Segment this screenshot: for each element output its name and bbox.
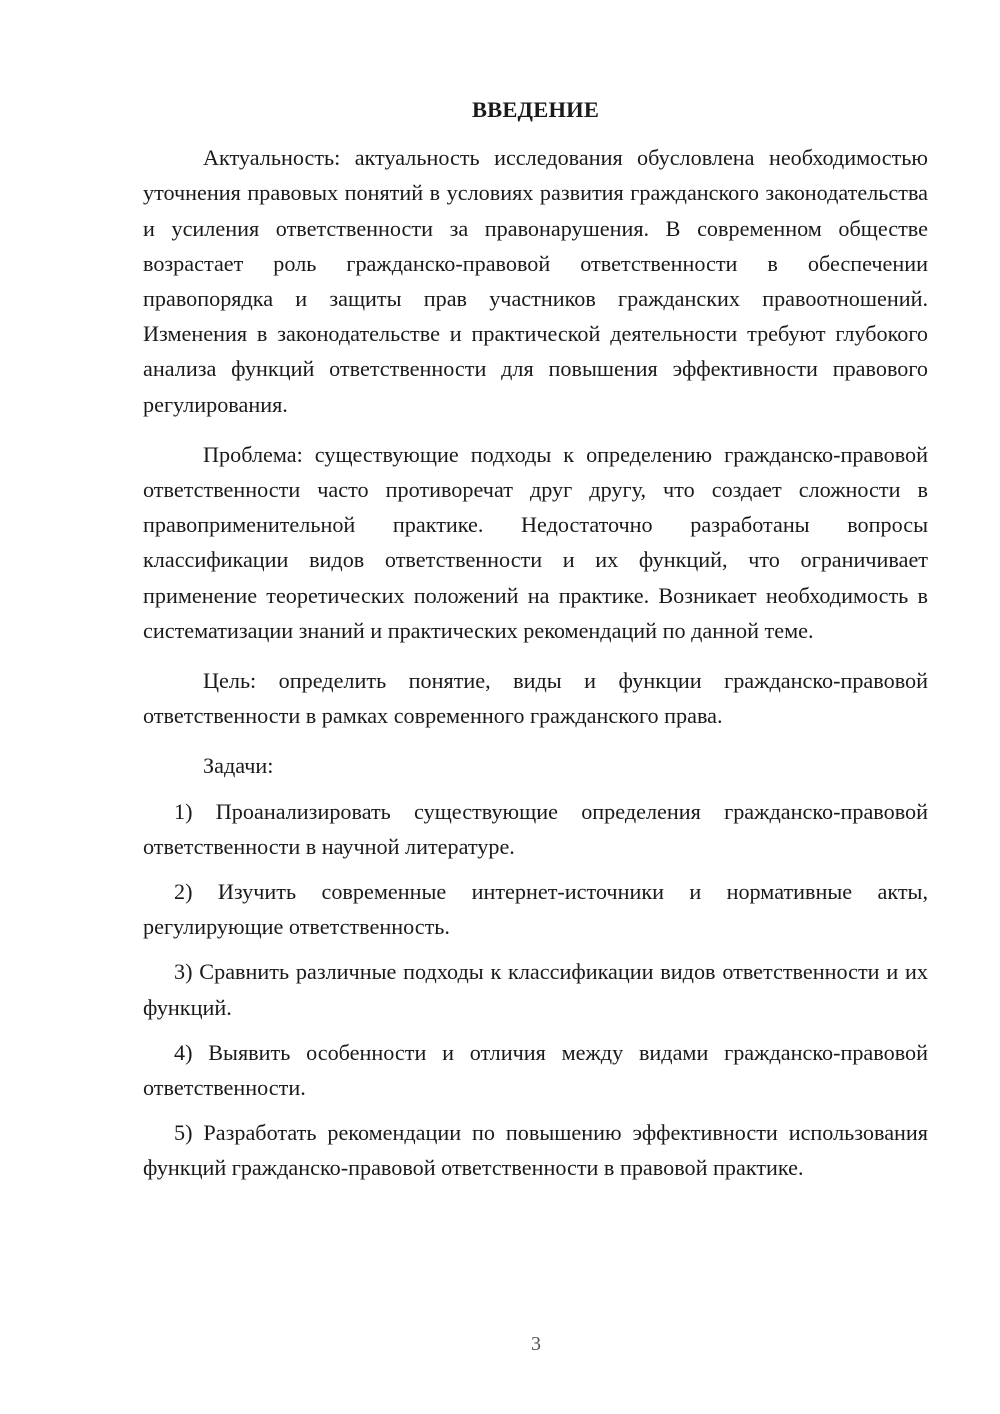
task-item-2: 2) Изучить современные интернет-источники и нормативные акты, регулирующие ответственность.: [143, 879, 928, 940]
tasks-label: Задачи:: [203, 753, 274, 779]
task-item-3: 3) Сравнить различные подходы к классификации видов ответственности и их функций.: [143, 959, 928, 1020]
relevance-paragraph: Актуальность: актуальность исследования обусловлена необходимостью уточнения правовых понятий в условиях развития гражданского законодательства и усиления ответственности за правонарушения. В современном обществе возрастает роль гражданско-правовой ответственности в обеспечении правопорядка и защиты прав участников гражданских правоотношений. Изменения в законодательстве и практической деятельности требуют глубокого анализа функций ответственности для повышения эффективности правового регулирования.: [143, 145, 928, 417]
problem-paragraph: Проблема: существующие подходы к определению гражданско-правовой ответственности часто противоречат друг другу, что создает сложности в правоприменительной практике. Недостаточно разработаны вопросы классификации видов ответственности и их функций, что ограничивает применение теоретических положений на практике. Возникает необходимость в систематизации знаний и практических рекомендаций по данной теме.: [143, 441, 928, 643]
section-heading: ВВЕДЕНИЕ: [471, 97, 600, 122]
task-item-4: 4) Выявить особенности и отличия между видами гражданско-правовой ответственности.: [143, 1039, 928, 1101]
page-content: [143, 92, 928, 1186]
goal-paragraph: Цель: определить понятие, виды и функции гражданско-правовой ответственности в рамках современного гражданского права.: [143, 668, 928, 729]
tasks-list: [143, 794, 928, 1186]
task-item-1: 1) Проанализировать существующие определения гражданско-правовой ответственности в научной литературе.: [143, 798, 928, 859]
page-number: 3: [531, 1333, 541, 1355]
task-item-5: 5) Разработать рекомендации по повышению эффективности использования функций гражданско-правовой ответственности в правовой практике.: [143, 1120, 928, 1181]
